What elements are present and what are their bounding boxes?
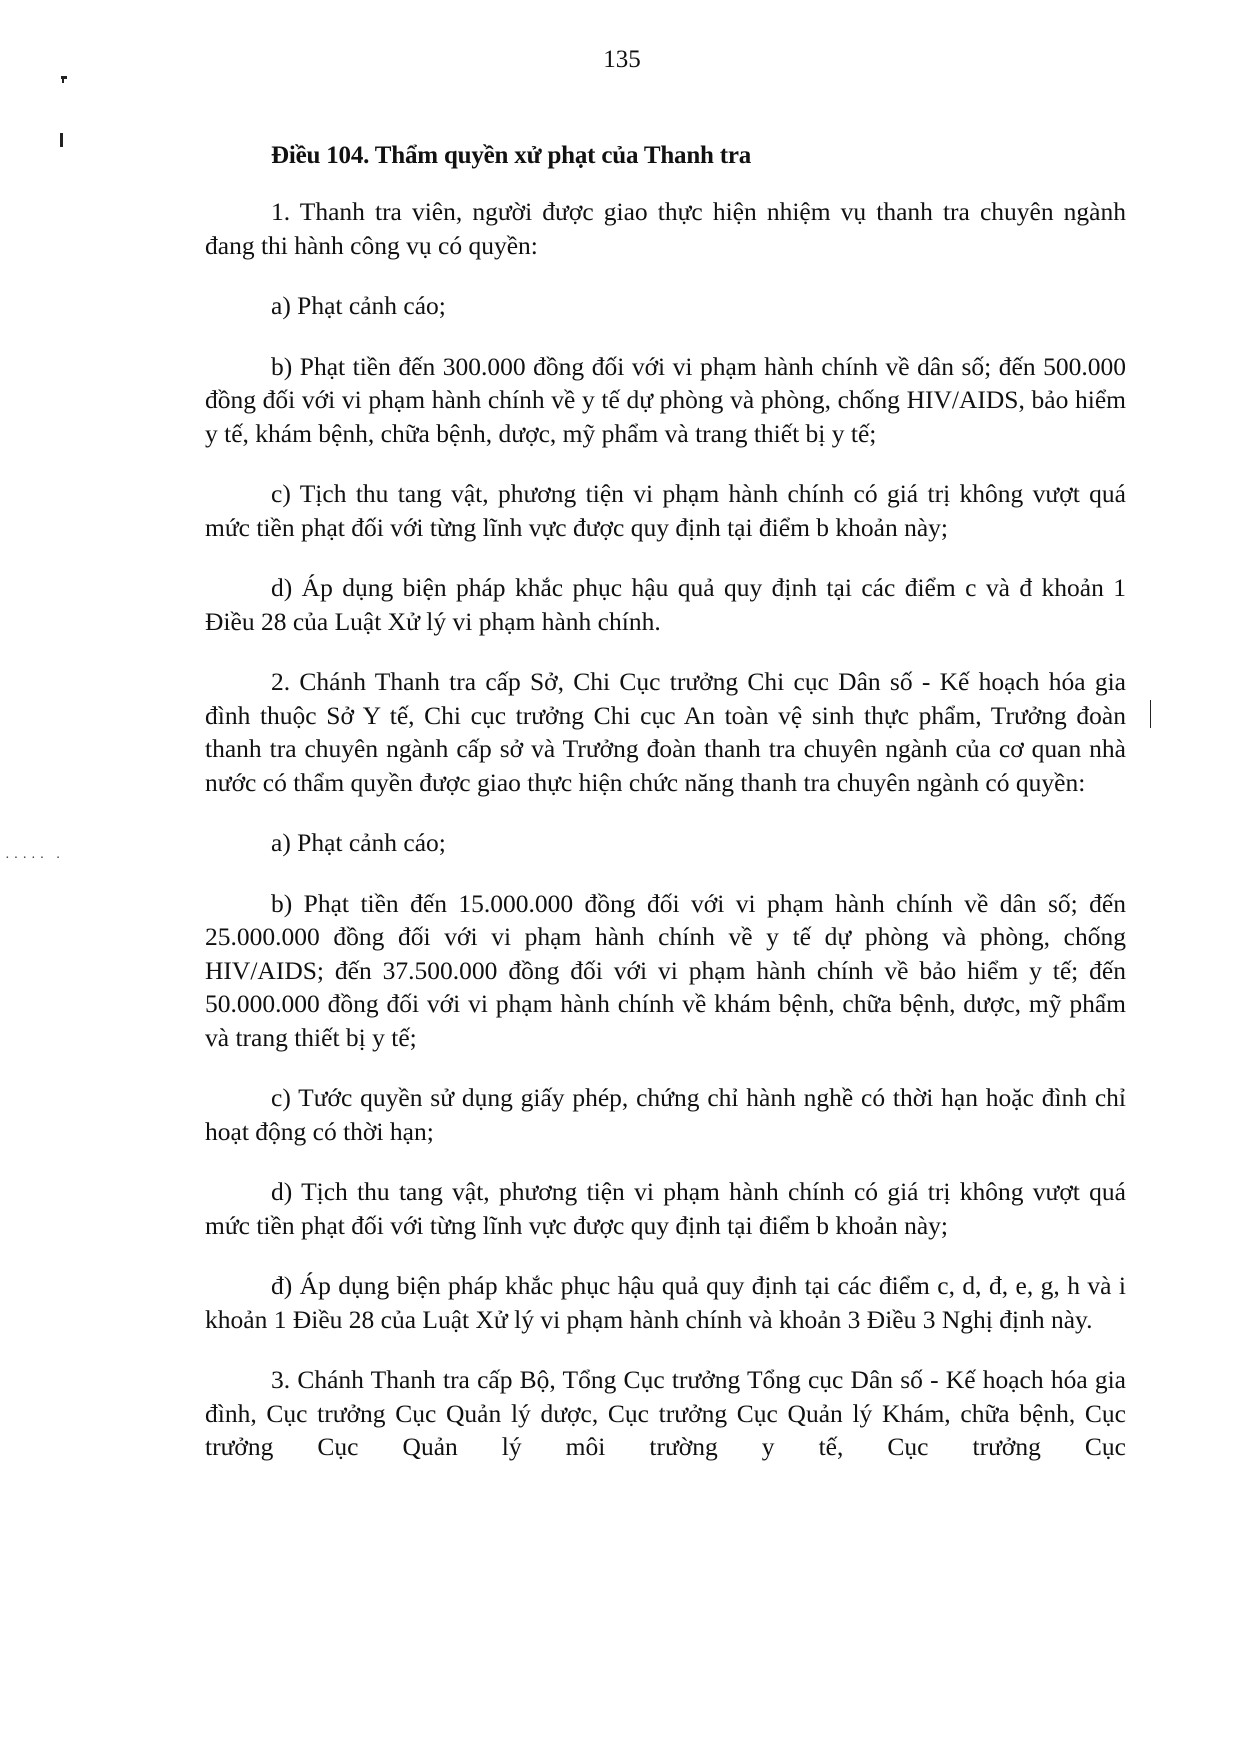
clause-3-intro: 3. Chánh Thanh tra cấp Bộ, Tổng Cục trưởng Tổng cục Dân số - Kế hoạch hóa gia đình, Cục trưởng Cục Quản lý dược, Cục trưởng Cục Quản lý Khám, chữa bệnh, Cục trưởng Cục Quản lý môi trường y tế, Cục trưởng Cục <box>205 1365 1126 1461</box>
article-title: Điều 104. Thẩm quyền xử phạt của Thanh tra <box>271 142 752 169</box>
scan-mark-top-left-stem <box>62 77 64 83</box>
clause-2-point-c: c) Tước quyền sử dụng giấy phép, chứng chỉ hành nghề có thời hạn hoặc đình chỉ hoạt động có thời hạn; <box>205 1083 1126 1146</box>
clause-1-point-a: a) Phạt cảnh cáo; <box>271 291 446 320</box>
clause-1-intro: 1. Thanh tra viên, người được giao thực hiện nhiệm vụ thanh tra chuyên ngành đang thi hành công vụ có quyền: <box>205 197 1126 260</box>
clause-2-point-a: a) Phạt cảnh cáo; <box>271 828 446 857</box>
scan-dots-left: ····· · <box>5 851 65 866</box>
clause-2-intro: 2. Chánh Thanh tra cấp Sở, Chi Cục trưởng Chi cục Dân số - Kế hoạch hóa gia đình thuộc Sở Y tế, Chi cục trưởng Chi cục An toàn vệ sinh thực phẩm, Trưởng đoàn thanh tra chuyên ngành cấp sở và Trưởng đoàn thanh tra chuyên ngành của cơ quan nhà nước có thẩm quyền được giao thực hiện chức năng thanh tra chuyên ngành có quyền: <box>205 667 1126 797</box>
clause-2-point-b: b) Phạt tiền đến 15.000.000 đồng đối với vi phạm hành chính về dân số; đến 25.000.000 đồng đối với vi phạm hành chính về y tế dự phòng và phòng, chống HIV/AIDS; đến 37.500.000 đồng đối với vi phạm hành chính về bảo hiểm y tế; đến 50.000.000 đồng đối với vi phạm hành chính về khám bệnh, chữa bệnh, dược, mỹ phẩm và trang thiết bị y tế; <box>205 888 1126 1052</box>
document-body <box>205 195 1126 1491</box>
clause-2-point-d: d) Tịch thu tang vật, phương tiện vi phạm hành chính có giá trị không vượt quá mức tiền phạt đối với từng lĩnh vực được quy định tại điểm b khoản này; <box>205 1177 1126 1240</box>
page-number: 135 <box>603 46 641 73</box>
clause-1-point-b: b) Phạt tiền đến 300.000 đồng đối với vi phạm hành chính về dân số; đến 500.000 đồng đối với vi phạm hành chính về y tế dự phòng và phòng, chống HIV/AIDS, bảo hiểm y tế, khám bệnh, chữa bệnh, dược, mỹ phẩm và trang thiết bị y tế; <box>205 351 1126 448</box>
scan-mark-left <box>60 133 63 147</box>
clause-1-point-d: d) Áp dụng biện pháp khắc phục hậu quả quy định tại các điểm c và đ khoản 1 Điều 28 của Luật Xử lý vi phạm hành chính. <box>205 573 1126 636</box>
clause-2-point-dd: đ) Áp dụng biện pháp khắc phục hậu quả quy định tại các điểm c, d, đ, e, g, h và i khoản 1 Điều 28 của Luật Xử lý vi phạm hành chính và khoản 3 Điều 3 Nghị định này. <box>205 1271 1126 1334</box>
scan-mark-right <box>1150 700 1151 728</box>
clause-1-point-c: c) Tịch thu tang vật, phương tiện vi phạm hành chính có giá trị không vượt quá mức tiền phạt đối với từng lĩnh vực được quy định tại điểm b khoản này; <box>205 479 1126 542</box>
